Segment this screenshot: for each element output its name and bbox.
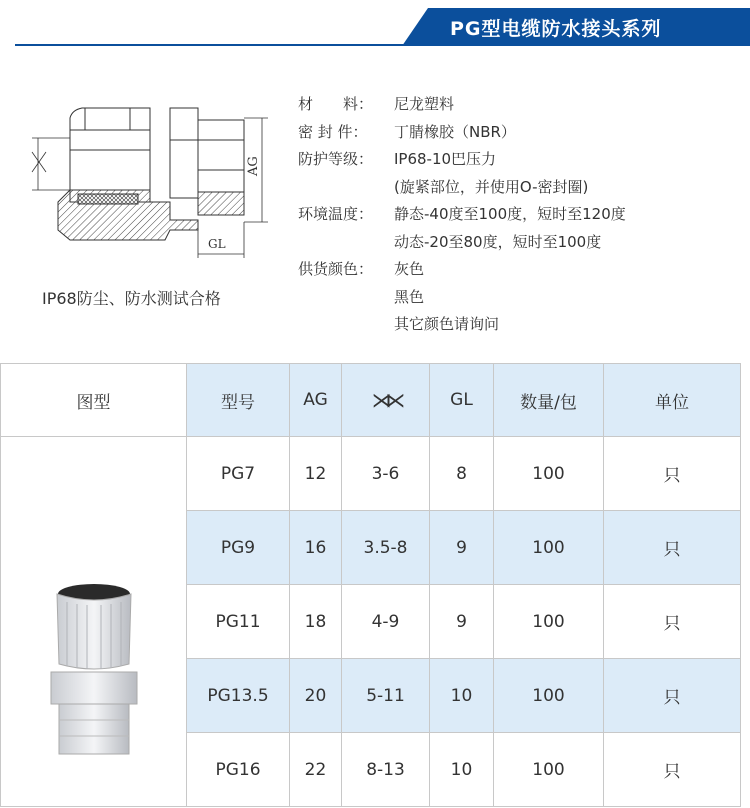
header-model: 型号 [187, 364, 290, 437]
cell-unit: 只 [604, 585, 741, 659]
spec-row-protection [298, 146, 626, 174]
cell-model: PG16 [187, 733, 290, 807]
cell-unit: 只 [604, 511, 741, 585]
clamping-range-icon: ⋊⋉ [371, 388, 400, 412]
cell-range: 5-11 [342, 659, 430, 733]
cell-range: 8-13 [342, 733, 430, 807]
cell-model: PG7 [187, 437, 290, 511]
spec-row-material [298, 91, 626, 119]
spec-row-color-black [298, 284, 626, 312]
spec-label [298, 284, 394, 312]
cell-unit: 只 [604, 437, 741, 511]
spec-value: 其它颜色请询问 [394, 315, 500, 333]
spec-row-temperature-dynamic [298, 229, 626, 257]
spec-row-color-other [298, 311, 626, 339]
spec-list [298, 91, 626, 339]
cell-ag: 18 [290, 585, 342, 659]
spec-value: 静态-40度至100度，短时至120度 [394, 205, 626, 223]
cell-qty: 100 [494, 585, 604, 659]
spec-label [298, 229, 394, 257]
spec-label [298, 311, 394, 339]
header-image: 图型 [1, 364, 187, 437]
cell-gl: 9 [430, 585, 494, 659]
cell-unit: 只 [604, 659, 741, 733]
spec-value: 尼龙塑料 [394, 95, 455, 113]
cell-model: PG13.5 [187, 659, 290, 733]
product-table [0, 363, 741, 807]
cell-qty: 100 [494, 659, 604, 733]
spec-value: 丁腈橡胶（NBR） [394, 122, 516, 141]
table-header-row [1, 364, 741, 437]
header-qty: 数量/包 [494, 364, 604, 437]
cell-qty: 100 [494, 437, 604, 511]
cell-range: 3-6 [342, 437, 430, 511]
cell-qty: 100 [494, 511, 604, 585]
gl-dimension-label: GL [208, 237, 226, 251]
cell-unit: 只 [604, 733, 741, 807]
cell-ag: 12 [290, 437, 342, 511]
cell-gl: 10 [430, 733, 494, 807]
spec-label: 环境温度： [298, 205, 374, 223]
cell-range: 4-9 [342, 585, 430, 659]
spec-label: 供货颜色： [298, 260, 374, 278]
spec-value: (旋紧部位，并使用O-密封圈) [394, 177, 589, 196]
cell-model: PG9 [187, 511, 290, 585]
ag-dimension-label: AG [246, 156, 261, 176]
spec-value: 黑色 [394, 287, 425, 306]
banner-rule [15, 44, 410, 46]
test-caption: IP68防尘、防水测试合格 [42, 289, 221, 308]
header-gl: GL [430, 364, 494, 437]
cell-gl: 8 [430, 437, 494, 511]
cell-ag: 16 [290, 511, 342, 585]
spec-label: 材 料： [298, 95, 374, 113]
spec-row-temperature [298, 201, 626, 229]
spec-value: 灰色 [394, 260, 425, 278]
cell-range: 3.5-8 [342, 511, 430, 585]
header-banner [0, 0, 750, 48]
spec-label: 防护等级： [298, 150, 374, 168]
spec-row-color [298, 256, 626, 284]
spec-row-protection-note [298, 174, 626, 202]
spec-value: IP68-10巴压力 [394, 150, 497, 168]
spec-label [298, 174, 394, 202]
cell-gl: 10 [430, 659, 494, 733]
cell-qty: 100 [494, 733, 604, 807]
spec-label: 密 封 件： [298, 122, 368, 141]
header-unit: 单位 [604, 364, 741, 437]
spec-value: 动态-20至80度，短时至100度 [394, 232, 602, 251]
cable-gland-image [19, 454, 169, 784]
cell-ag: 20 [290, 659, 342, 733]
spec-row-seal [298, 119, 626, 147]
header-clamping-range [342, 364, 430, 437]
cell-ag: 22 [290, 733, 342, 807]
cell-model: PG11 [187, 585, 290, 659]
cell-gl: 9 [430, 511, 494, 585]
banner-title: PG型电缆防水接头系列 [450, 18, 662, 40]
technical-drawing [10, 90, 280, 260]
product-image-cell [1, 437, 187, 807]
table-row [1, 437, 741, 511]
header-ag: AG [290, 364, 342, 437]
